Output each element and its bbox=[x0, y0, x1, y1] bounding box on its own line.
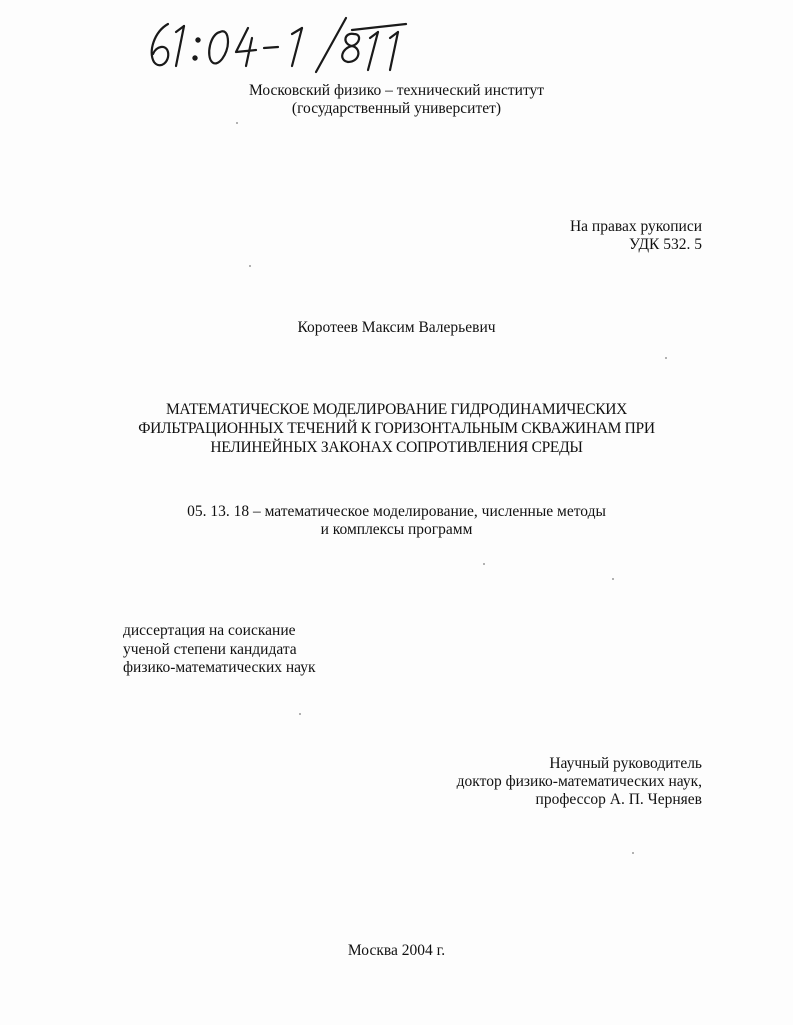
supervisor-block bbox=[457, 755, 702, 809]
scan-speck bbox=[249, 265, 251, 267]
udk-code: УДК 532. 5 bbox=[629, 236, 702, 253]
supervisor-line-2: доктор физико-математических наук, bbox=[456, 773, 702, 790]
handwritten-archive-number bbox=[140, 14, 430, 76]
handwritten-archive-number-drawing bbox=[140, 14, 430, 76]
supervisor-line-1: Научный руководитель bbox=[549, 755, 702, 772]
specialty-line-1: 05. 13. 18 – математическое моделирование, численные методы bbox=[187, 503, 606, 520]
author-name: Коротеев Максим Валерьевич bbox=[297, 319, 496, 336]
manuscript-block bbox=[570, 218, 702, 254]
title-line-3: НЕЛИНЕЙНЫХ ЗАКОНАХ СОПРОТИВЛЕНИЯ СРЕДЫ bbox=[210, 439, 583, 456]
supervisor-line-3: профессор А. П. Черняев bbox=[535, 791, 702, 808]
specialty-line-2: и комплексы программ bbox=[320, 521, 473, 538]
degree-line-3: физико-математических наук bbox=[123, 659, 316, 676]
title-line-2: ФИЛЬТРАЦИОННЫХ ТЕЧЕНИЙ К ГОРИЗОНТАЛЬНЫМ СКВАЖИНАМ ПРИ bbox=[138, 420, 655, 437]
place-year: Москва 2004 г. bbox=[347, 942, 446, 959]
scan-speck bbox=[483, 563, 485, 565]
institution-line-1: Московский физико – технический институт bbox=[248, 82, 545, 99]
scan-speck bbox=[632, 852, 634, 854]
manuscript-rights: На правах рукописи bbox=[569, 218, 702, 235]
dissertation-title bbox=[0, 400, 793, 457]
scan-speck bbox=[236, 122, 238, 124]
degree-block bbox=[123, 622, 316, 678]
degree-line-1: диссертация на соискание bbox=[123, 622, 296, 639]
scan-speck bbox=[299, 713, 301, 715]
title-line-1: МАТЕМАТИЧЕСКОЕ МОДЕЛИРОВАНИЕ ГИДРОДИНАМИЧЕСКИХ bbox=[165, 401, 628, 418]
degree-line-2: ученой степени кандидата bbox=[123, 640, 297, 658]
scan-speck bbox=[612, 578, 614, 580]
institution-line-2: (государственный университет) bbox=[291, 100, 502, 117]
scan-speck bbox=[665, 357, 667, 359]
